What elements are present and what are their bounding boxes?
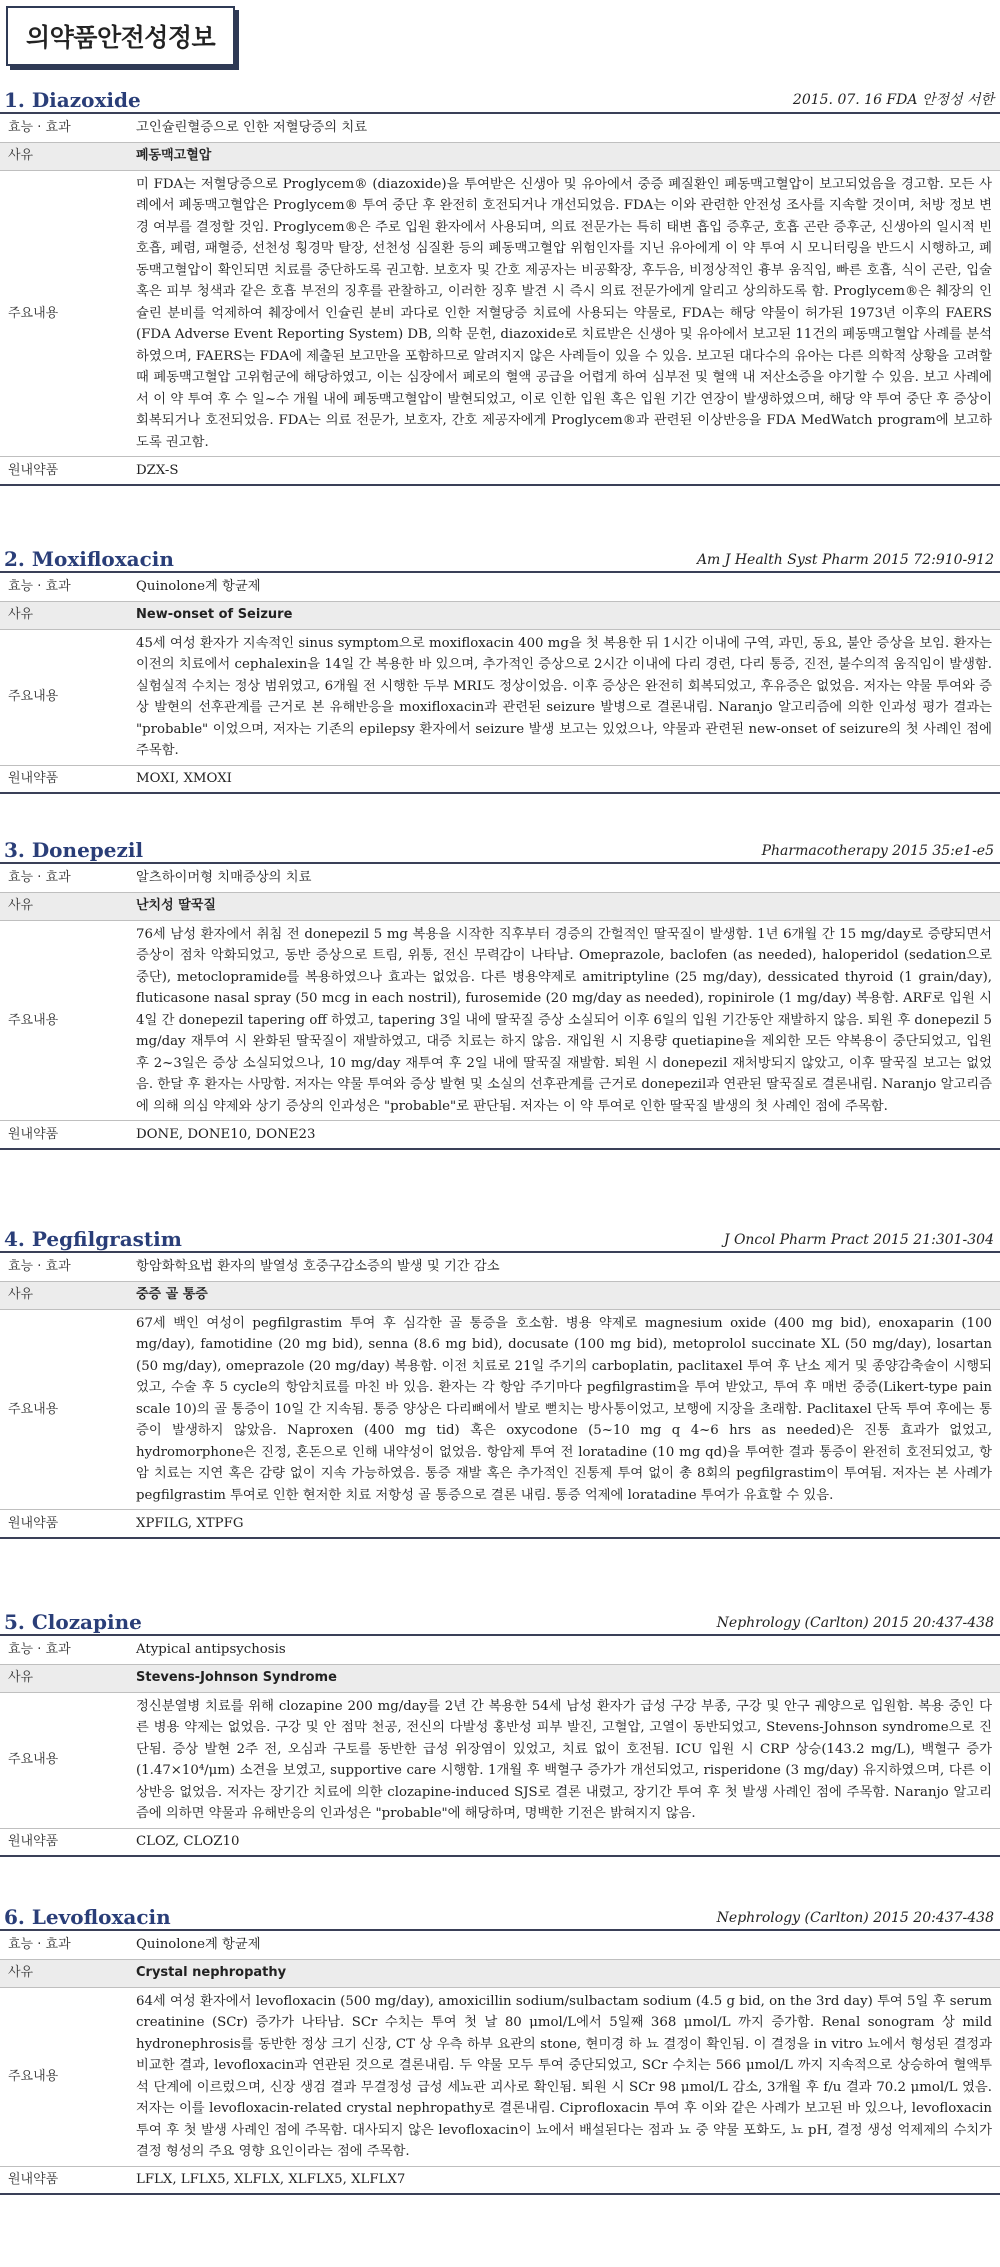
reason-value: 난치성 딸꾹질 (128, 892, 1000, 920)
section-reference: J Oncol Pharm Pract 2015 21:301-304 (723, 1232, 994, 1248)
section-header (0, 1903, 1000, 1931)
section-diazoxide (0, 86, 1000, 486)
info-table (0, 1636, 1000, 1857)
content-value: 45세 여성 환자가 지속적인 sinus symptom으로 moxifloxacin 400 mg을 첫 복용한 뒤 1시간 이내에 구역, 과민, 동요, 불안 증상을 보임. 환자는 이전의 치료에서 cephalexin을 14일 간 복용한 바 있으며, 추가적인 증상으로 2시간 이내에 다리 경련, 다리 통증, 진전, 불수의적 움직임이 발생함. 실험실적 수치는 정상 범위였고, 6개월 전 시행한 두부 MRI도 정상이었음. 이후 증상은 완전히 회복되었고, 후유증은 없었음. 저자는 약물 투여와 증상 발현의 선후관계를 근거로 본 유해반응을 moxifloxacin과 관련된 seizure 발병으로 결론내림. Naranjo 알고리즘에 의한 인과성 평가 결과는 "probable" 이었으며, 저자는 기존의 epilepsy 환자에서 seizure 발생 보고는 있었으나, 약물과 관련된 new-onset of seizure의 첫 사례인 점에 주목함. (128, 629, 1000, 765)
content-value: 정신분열병 치료를 위해 clozapine 200 mg/day를 2년 간 복용한 54세 남성 환자가 급성 구강 부종, 구강 및 안구 궤양으로 입원함. 복용 중인 다른 병용 약제는 없었음. 구강 및 안 점막 천공, 전신의 다발성 홍반성 피부 발진, 고혈압, 고열이 동반되었고, Stevens-Johnson syndrome으로 진단됨. 증상 발현 2주 전, 오심과 구토를 동반한 급성 위장염이 있었고, 치료 없이 호전됨. ICU 입원 시 CRP 상승(143.2 mg/L), 백혈구 증가(1.47×10⁴/μm) 소견을 보였고, supportive care 시행함. 1개월 후 백혈구 증가가 개선되었고, risperidone (3 mg/day) 유지하였으며, 다른 이상반응 없었음. 저자는 장기간 치료에 의한 clozapine-induced SJS로 결론 내렸고, 장기간 투여 후 첫 발생 사례인 점에 주목함. Naranjo 알고리즘에 의하면 약물과 유해반응의 인과성은 "probable"에 해당하며, 명백한 기전은 밝혀지지 않음. (128, 1692, 1000, 1828)
efficacy-label: 효능 · 효과 (0, 573, 128, 601)
info-table (0, 1253, 1000, 1539)
section-title: 1. Diazoxide (4, 88, 141, 112)
drugs-label: 원내약품 (0, 1121, 128, 1149)
section-title: 5. Clozapine (4, 1610, 142, 1634)
section-pegfilgrastim (0, 1225, 1000, 1539)
reason-label: 사유 (0, 892, 128, 920)
section-header (0, 1225, 1000, 1253)
section-reference: 2015. 07. 16 FDA 안정성 서한 (792, 92, 994, 108)
efficacy-label: 효능 · 효과 (0, 114, 128, 142)
drugs-label: 원내약품 (0, 457, 128, 485)
content-value: 미 FDA는 저혈당증으로 Proglycem® (diazoxide)을 투여받은 신생아 및 유아에서 중증 폐질환인 폐동맥고혈압이 보고되었음을 경고함. 모든 사례에서 폐동맥고혈압은 Proglycem® 투여 중단 후 완전히 호전되거나 개선되었음. FDA는 이와 관련한 안전성 조사를 지속할 것이며, 처방 정보 변경 여부를 결정할 것임. Proglycem®은 주로 입원 환자에서 사용되며, 의료 전문가는 특히 태변 흡입 증후군, 호흡 곤란 증후군, 신생아의 일시적 빈 호흡, 폐렴, 패혈증, 선천성 횡경막 탈장, 선천성 심질환 등의 폐동맥고혈압 위험인자를 지닌 유아에게 이 약 투여 시 모니터링을 반드시 시행하고, 폐동맥고혈압이 확인되면 치료를 중단하도록 권고함. 보호자 및 간호 제공자는 비공확장, 후두음, 비정상적인 흉부 움직임, 빠른 호흡, 식이 곤란, 입술 혹은 피부 청색과 같은 호흡 부전의 징후를 관찰하고, 이러한 징후 발견 시 즉시 의료 전문가에게 알리고 상의하도록 함. Proglycem®은 췌장의 인슐린 분비를 억제하여 췌장에서 인슐린 분비 과다로 인한 저혈당증 치료에 사용되는 약물로, FDA는 해당 약물이 허가된 1973년 이후의 FAERS (FDA Adverse Event Reporting System) DB, 의학 문헌, diazoxide로 치료받은 신생아 및 유아에서 보고된 11건의 폐동맥고혈압 사례를 분석하였으며, FAERS는 FDA에 제출된 보고만을 포함하므로 알려지지 않은 사례들이 있을 수 있음. 보고된 대다수의 유아는 다른 의학적 상황을 고려할 때 폐동맥고혈압 고위험군에 해당하였고, 이는 심장에서 폐로의 혈액 공급을 어렵게 하여 심부전 및 혈액 내 저산소증을 야기할 수 있음. 보고 사례에서 이 약 투여 후 수 일~수 개월 내에 폐동맥고혈압이 발현되었고, 이로 인한 입원 혹은 입원 기간 연장이 발생하였으며, 해당 약 투여 중단 후 증상이 회복되거나 호전되었음. FDA는 의료 전문가, 보호자, 간호 제공자에게 Proglycem®과 관련된 이상반응을 FDA MedWatch program에 보고하도록 권고함. (128, 170, 1000, 457)
section-title: 3. Donepezil (4, 838, 144, 862)
page-title: 의약품안전성정보 (6, 6, 235, 66)
drugs-value: MOXI, XMOXI (128, 765, 1000, 793)
reason-value: 폐동맥고혈압 (128, 142, 1000, 170)
drugs-label: 원내약품 (0, 1510, 128, 1538)
section-title: 4. Pegfilgrastim (4, 1227, 182, 1251)
drugs-label: 원내약품 (0, 2166, 128, 2194)
section-clozapine (0, 1608, 1000, 1857)
section-levofloxacin (0, 1903, 1000, 2195)
reason-value: Crystal nephropathy (128, 1959, 1000, 1987)
efficacy-label: 효능 · 효과 (0, 1253, 128, 1281)
reason-value: New-onset of Seizure (128, 601, 1000, 629)
section-header (0, 545, 1000, 573)
content-label: 주요내용 (0, 629, 128, 765)
drugs-value: CLOZ, CLOZ10 (128, 1828, 1000, 1856)
drugs-value: LFLX, LFLX5, XLFLX, XLFLX5, XLFLX7 (128, 2166, 1000, 2194)
reason-value: 중증 골 통증 (128, 1281, 1000, 1309)
section-moxifloxacin (0, 545, 1000, 794)
section-header (0, 86, 1000, 114)
section-reference: Nephrology (Carlton) 2015 20:437-438 (716, 1910, 994, 1926)
reason-label: 사유 (0, 1664, 128, 1692)
section-reference: Am J Health Syst Pharm 2015 72:910-912 (696, 552, 994, 568)
content-label: 주요내용 (0, 920, 128, 1121)
reason-label: 사유 (0, 1281, 128, 1309)
efficacy-value: Atypical antipsychosis (128, 1636, 1000, 1664)
drugs-value: XPFILG, XTPFG (128, 1510, 1000, 1538)
content-label: 주요내용 (0, 1692, 128, 1828)
section-reference: Nephrology (Carlton) 2015 20:437-438 (716, 1615, 994, 1631)
efficacy-value: 항암화학요법 환자의 발열성 호중구감소증의 발생 및 기간 감소 (128, 1253, 1000, 1281)
drugs-value: DZX-S (128, 457, 1000, 485)
efficacy-label: 효능 · 효과 (0, 1931, 128, 1959)
efficacy-value: Quinolone계 항균제 (128, 1931, 1000, 1959)
drugs-label: 원내약품 (0, 1828, 128, 1856)
section-title: 6. Levofloxacin (4, 1905, 171, 1929)
content-label: 주요내용 (0, 170, 128, 457)
efficacy-value: 알츠하이머형 치매증상의 치료 (128, 864, 1000, 892)
reason-label: 사유 (0, 1959, 128, 1987)
section-title: 2. Moxifloxacin (4, 547, 174, 571)
section-donepezil (0, 836, 1000, 1150)
section-header (0, 836, 1000, 864)
content-label: 주요내용 (0, 1309, 128, 1510)
info-table (0, 573, 1000, 794)
drugs-value: DONE, DONE10, DONE23 (128, 1121, 1000, 1149)
section-header (0, 1608, 1000, 1636)
section-reference: Pharmacotherapy 2015 35:e1-e5 (761, 843, 994, 859)
content-label: 주요내용 (0, 1987, 128, 2166)
info-table (0, 1931, 1000, 2195)
reason-label: 사유 (0, 601, 128, 629)
content-value: 76세 남성 환자에서 취침 전 donepezil 5 mg 복용을 시작한 직후부터 경증의 간헐적인 딸꾹질이 발생함. 1년 6개월 간 15 mg/day로 증량되면서 증상이 점차 악화되었고, 동반 증상으로 트림, 위통, 전신 무력감이 나타남. Omeprazole, baclofen (as needed), haloperidol (sedation으로 중단), metoclopramide를 복용하였으나 효과는 없었음. 다른 병용약제로 amitriptyline (25 mg/day), dessicated thyroid (1 grain/day), fluticasone nasal spray (50 mcg in each nostril), furosemide (20 mg/day as needed), ropinirole (1 mg/day) 복용함. ARF로 입원 시 4일 간 donepezil tapering off 하였고, tapering 3일 내에 딸꾹질 증상 소실되어 이후 6일의 입원 기간동안 재발하지 않음. 퇴원 후 donepezil 5 mg/day 재투여 시 완화된 딸꾹질이 재발하였고, 대증 치료는 하지 않음. 재입원 시 지용량 quetiapine을 제외한 모든 약복용이 중단되었고, 입원 후 2~3일은 증상 소실되었으나, 10 mg/day 재투여 후 2일 내에 딸꾹질 재발함. 퇴원 시 donepezil 재처방되지 않았고, 이후 딸꾹질 보고는 없었음. 한달 후 환자는 사망함. 저자는 약물 투여와 증상 발현 및 소실의 선후관계를 근거로 donepezil과 연관된 딸꾹질로 결론내림. Naranjo 알고리즘에 의해 의심 약제와 상기 증상의 인과성은 "probable"로 판단됨. 저자는 이 약 투여로 인한 딸꾹질 발생의 첫 사례인 점에 주목함. (128, 920, 1000, 1121)
content-value: 67세 백인 여성이 pegfilgrastim 투여 후 심각한 골 통증을 호소함. 병용 약제로 magnesium oxide (400 mg bid), enoxaparin (100 mg/day), famotidine (20 mg bid), senna (8.6 mg bid), docusate (100 mg bid), metoprolol succinate XL (50 mg/day), losartan (50 mg/day), omeprazole (20 mg/day) 복용함. 이전 치료로 21일 주기의 carboplatin, paclitaxel 투여 후 난소 제거 및 종양감축술이 시행되었고, 수술 후 5 cycle의 항암치료를 마친 바 있음. 환자는 각 항암 주기마다 pegfilgrastim을 투여 받았고, 투여 후 매번 중증(Likert-type pain scale 10)의 골 통증이 10일 간 지속됨. 통증 양상은 다리뼈에서 발로 뻗치는 방사통이었고, 보행에 지장을 초래함. Paclitaxel 단독 투여 후에는 통증이 발생하지 않았음. Naproxen (400 mg tid) 혹은 oxycodone (5~10 mg q 4~6 hrs as needed)은 진통 효과가 없었고, hydromorphone은 진정, 혼돈으로 인해 내약성이 없었음. 항암제 투여 전 loratadine (10 mg qd)을 투여한 결과 통증이 완전히 호전되었고, 항암 치료는 지연 혹은 감량 없이 지속 가능하였음. 통증 재발 혹은 추가적인 진통제 투여 없이 총 8회의 pegfilgrastim이 투여됨. 저자는 본 사례가 pegfilgrastim 투여로 인한 현저한 치료 저항성 골 통증으로 결론 내림. 통증 억제에 loratadine 투여가 유효할 수 있음. (128, 1309, 1000, 1510)
drugs-label: 원내약품 (0, 765, 128, 793)
efficacy-value: 고인슐린혈증으로 인한 저혈당증의 치료 (128, 114, 1000, 142)
efficacy-label: 효능 · 효과 (0, 864, 128, 892)
content-value: 64세 여성 환자에서 levofloxacin (500 mg/day), amoxicillin sodium/sulbactam sodium (4.5 g bid, on the 3rd day) 투여 5일 후 serum creatinine (SCr) 증가가 나타남. SCr 수치는 투여 첫 날 80 μmol/L에서 5일째 368 μmol/L 까지 증가함. Renal sonogram 상 mild hydronephrosis를 동반한 정상 크기 신장, CT 상 우측 하부 요관의 stone, 현미경 하 뇨 결정이 확인됨. 이 결정을 in vitro 뇨에서 형성된 결정과 비교한 결과, levofloxacin과 연관된 것으로 결론내림. 두 약물 모두 투여 중단되었고, SCr 수치는 566 μmol/L 까지 지속적으로 상승하여 혈액투석 단계에 이르렀으며, 신장 생검 결과 무결정성 급성 세뇨관 괴사로 확인됨. 퇴원 시 SCr 98 μmol/L 감소, 3개월 후 f/u 결과 70.2 μmol/L 였음. 저자는 이를 levofloxacin-related crystal nephropathy로 결론내림. Ciprofloxacin 투여 후 이와 같은 사례가 보고된 바 있으나, levofloxacin 투여 후 첫 발생 사례인 점에 주목함. 대사되지 않은 levofloxacin이 뇨에서 배설된다는 점과 뇨 중 약물 포화도, 뇨 pH, 결정 생성 억제제의 수치가 결정 형성의 주요 영향 요인이라는 점에 주목함. (128, 1987, 1000, 2166)
info-table (0, 864, 1000, 1150)
efficacy-label: 효능 · 효과 (0, 1636, 128, 1664)
reason-value: Stevens-Johnson Syndrome (128, 1664, 1000, 1692)
header (6, 6, 235, 66)
efficacy-value: Quinolone계 항균제 (128, 573, 1000, 601)
reason-label: 사유 (0, 142, 128, 170)
info-table (0, 114, 1000, 486)
